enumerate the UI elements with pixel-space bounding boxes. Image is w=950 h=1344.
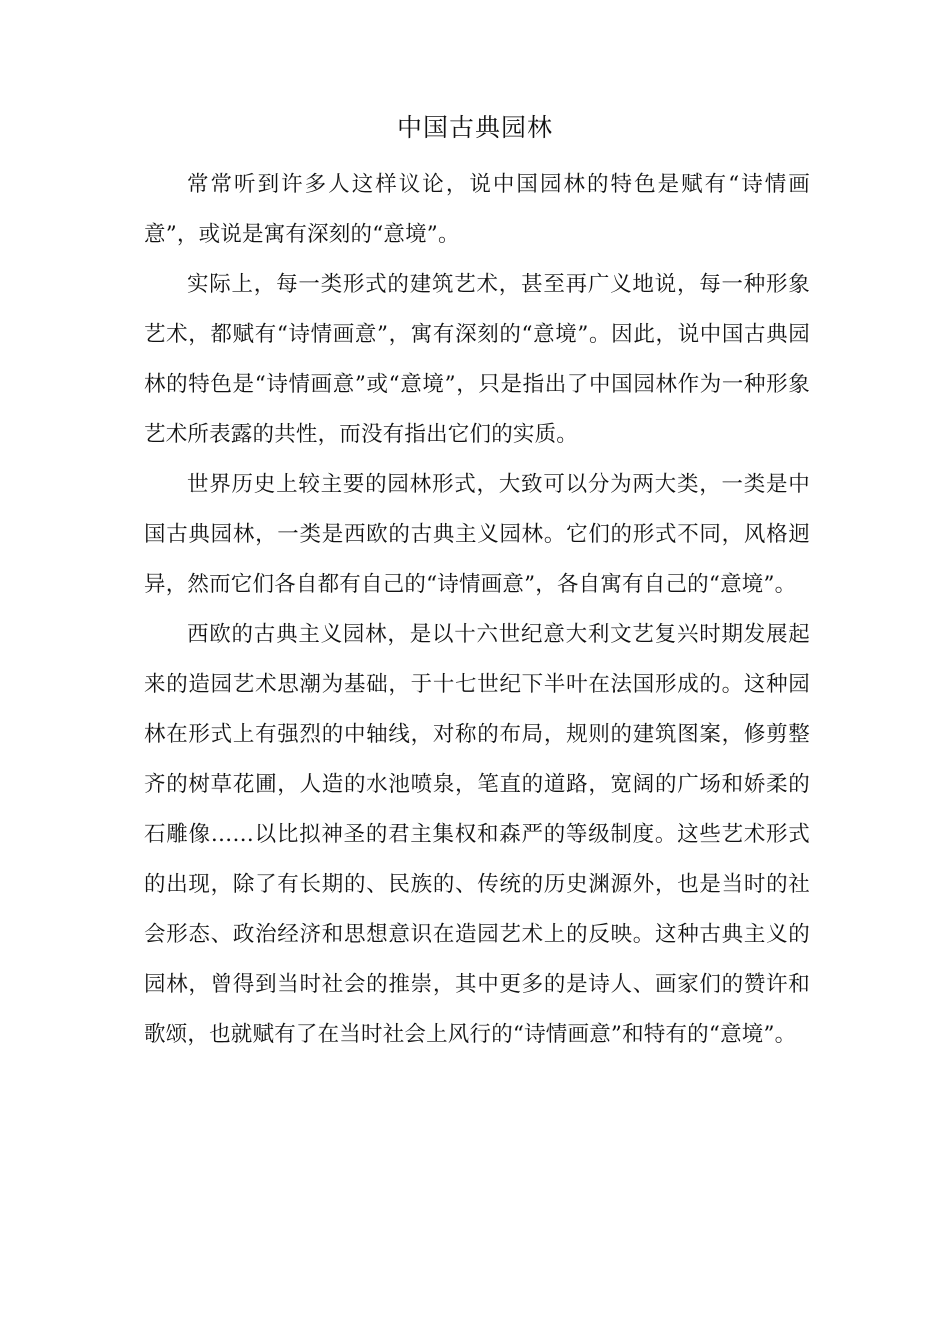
paragraph-2: 实际上，每一类形式的建筑艺术，甚至再广义地说，每一种形象艺术，都赋有“诗情画意”，寓有深刻的“意境”。因此，说中国古典园林的特色是“诗情画意”或“意境”，只是指出了中国园林作为一种形象艺术所表露的共性，而没有指出它们的实质。	[144, 272, 810, 447]
paragraph-3: 世界历史上较主要的园林形式，大致可以分为两大类，一类是中国古典园林，一类是西欧的古典主义园林。它们的形式不同，风格迥异，然而它们各自都有自己的“诗情画意”，各自寓有自己的“意境”。	[144, 472, 810, 597]
paragraph-4: 西欧的古典主义园林，是以十六世纪意大利文艺复兴时期发展起来的造园艺术思潮为基础，于十七世纪下半叶在法国形成的。这种园林在形式上有强烈的中轴线，对称的布局，规则的建筑图案，修剪整齐的树草花圃，人造的水池喷泉，笔直的道路，宽阔的广场和娇柔的石雕像……以比拟神圣的君主集权和森严的等级制度。这些艺术形式的出现，除了有长期的、民族的、传统的历史渊源外，也是当时的社会形态、政治经济和思想意识在造园艺术上的反映。这种古典主义的园林，曾得到当时社会的推崇，其中更多的是诗人、画家们的赞许和歌颂，也就赋有了在当时社会上风行的“诗情画意”和特有的“意境”。	[144, 622, 810, 1047]
paragraph-1: 常常听到许多人这样议论，说中国园林的特色是赋有“诗情画意”，或说是寓有深刻的“意境”。	[144, 172, 810, 247]
page-title: 中国古典园林	[396, 113, 553, 142]
document-body	[144, 160, 810, 1060]
